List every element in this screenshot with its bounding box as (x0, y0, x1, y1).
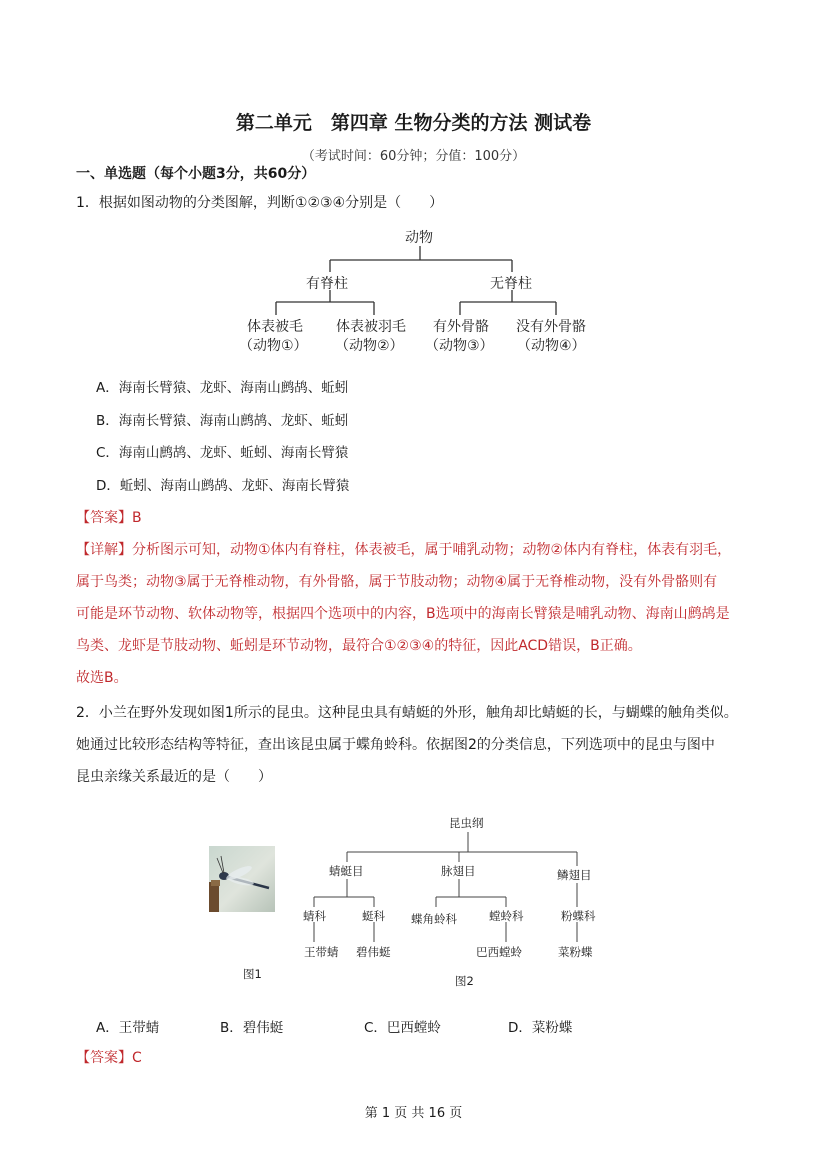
q2-family2-label: 蜓科 (362, 909, 385, 923)
q1-root-label: 动物 (405, 230, 433, 246)
q1-leaf1-label: 体表被毛 (247, 319, 303, 335)
q1-right-branch-label: 无脊柱 (490, 276, 532, 292)
q1-option-c: C．海南山鹧鸪、龙虾、蚯蚓、海南长臂猿 (96, 445, 349, 461)
figure-2-label: 图2 (455, 974, 474, 988)
question-1-stem: 1．根据如图动物的分类图解，判断①②③④分别是（ ） (76, 195, 444, 211)
q2-order3-label: 鳞翅目 (557, 868, 592, 882)
page-number: 第 1 页 共 16 页 (364, 1106, 463, 1121)
q1-option-a: A．海南长臂猿、龙虾、海南山鹧鸪、蚯蚓 (96, 380, 349, 396)
q2-family1-label: 蜻科 (303, 909, 326, 923)
q2-option-d: D．菜粉蝶 (508, 1020, 573, 1036)
q2-species1-label: 王带蜻 (304, 945, 339, 959)
page-title: 第二单元 第四章 生物分类的方法 测试卷 (235, 112, 592, 134)
q2-species4-label: 菜粉蝶 (558, 945, 593, 959)
q2-answer: 【答案】C (76, 1050, 142, 1066)
exam-info: （考试时间：60分钟；分值：100分） (301, 149, 526, 164)
section-heading: 一、单选题（每个小题3分，共60分） (76, 166, 316, 182)
q2-species2-label: 碧伟蜓 (356, 945, 391, 959)
q1-option-b: B．海南长臂猿、海南山鹧鸪、龙虾、蚯蚓 (96, 413, 349, 429)
q2-species3-label: 巴西螳蛉 (476, 945, 522, 959)
q1-leaf4-label: 没有外骨骼 (516, 319, 586, 335)
q1-detail-line-4: 鸟类、龙虾是节肢动物、蚯蚓是环节动物，最符合①②③④的特征，因此ACD错误，B正确。 (76, 638, 642, 654)
q2-stem-line-3: 昆虫亲缘关系最近的是（ ） (76, 769, 272, 785)
q1-detail-line-2: 属于鸟类；动物③属于无脊椎动物，有外骨骼，属于节肢动物；动物④属于无脊椎动物，没有外骨骼则有 (76, 574, 718, 590)
q2-root-label: 昆虫纲 (449, 816, 484, 830)
q1-detail-line-1: 【详解】分析图示可知，动物①体内有脊柱，体表被毛，属于哺乳动物；动物②体内有脊柱，体表有羽毛， (76, 542, 732, 558)
q1-leaf1-sub: （动物①） (239, 338, 308, 354)
q1-option-d: D．蚯蚓、海南山鹧鸪、龙虾、海南长臂猿 (96, 478, 350, 494)
figure-1-label: 图1 (243, 967, 262, 981)
q1-leaf2-label: 体表被羽毛 (336, 319, 406, 335)
q2-option-b: B．碧伟蜓 (220, 1020, 284, 1036)
q1-leaf4-sub: （动物④） (517, 338, 586, 354)
q1-answer: 【答案】B (76, 510, 142, 526)
q2-option-a: A．王带蜻 (96, 1020, 160, 1036)
q1-detail-line-3: 可能是环节动物、软体动物等，根据四个选项中的内容，B选项中的海南长臂猿是哺乳动物、海南山鹧鸪是 (76, 606, 730, 622)
q2-order1-label: 蜻蜓目 (329, 864, 364, 878)
q1-detail-line-5: 故选B。 (76, 670, 128, 686)
q1-leaf3-label: 有外骨骼 (433, 319, 489, 335)
q1-leaf2-sub: （动物②） (335, 338, 404, 354)
q1-leaf3-sub: （动物③） (425, 338, 494, 354)
q2-stem-line-2: 她通过比较形态结构等特征，查出该昆虫属于蝶角蛉科。依据图2的分类信息，下列选项中的昆虫与图中 (76, 737, 715, 753)
q1-left-branch-label: 有脊柱 (306, 276, 348, 292)
q2-stem-line-1: 2．小兰在野外发现如图1所示的昆虫。这种昆虫具有蜻蜓的外形，触角却比蜻蜓的长，与蝴蝶的触角类似。 (76, 705, 738, 721)
q2-option-c: C．巴西螳蛉 (364, 1020, 441, 1036)
q2-family5-label: 粉蝶科 (561, 909, 596, 923)
q2-order2-label: 脉翅目 (441, 864, 476, 878)
q2-family3-label: 蝶角蛉科 (411, 912, 457, 926)
q2-family4-label: 螳蛉科 (489, 909, 524, 923)
